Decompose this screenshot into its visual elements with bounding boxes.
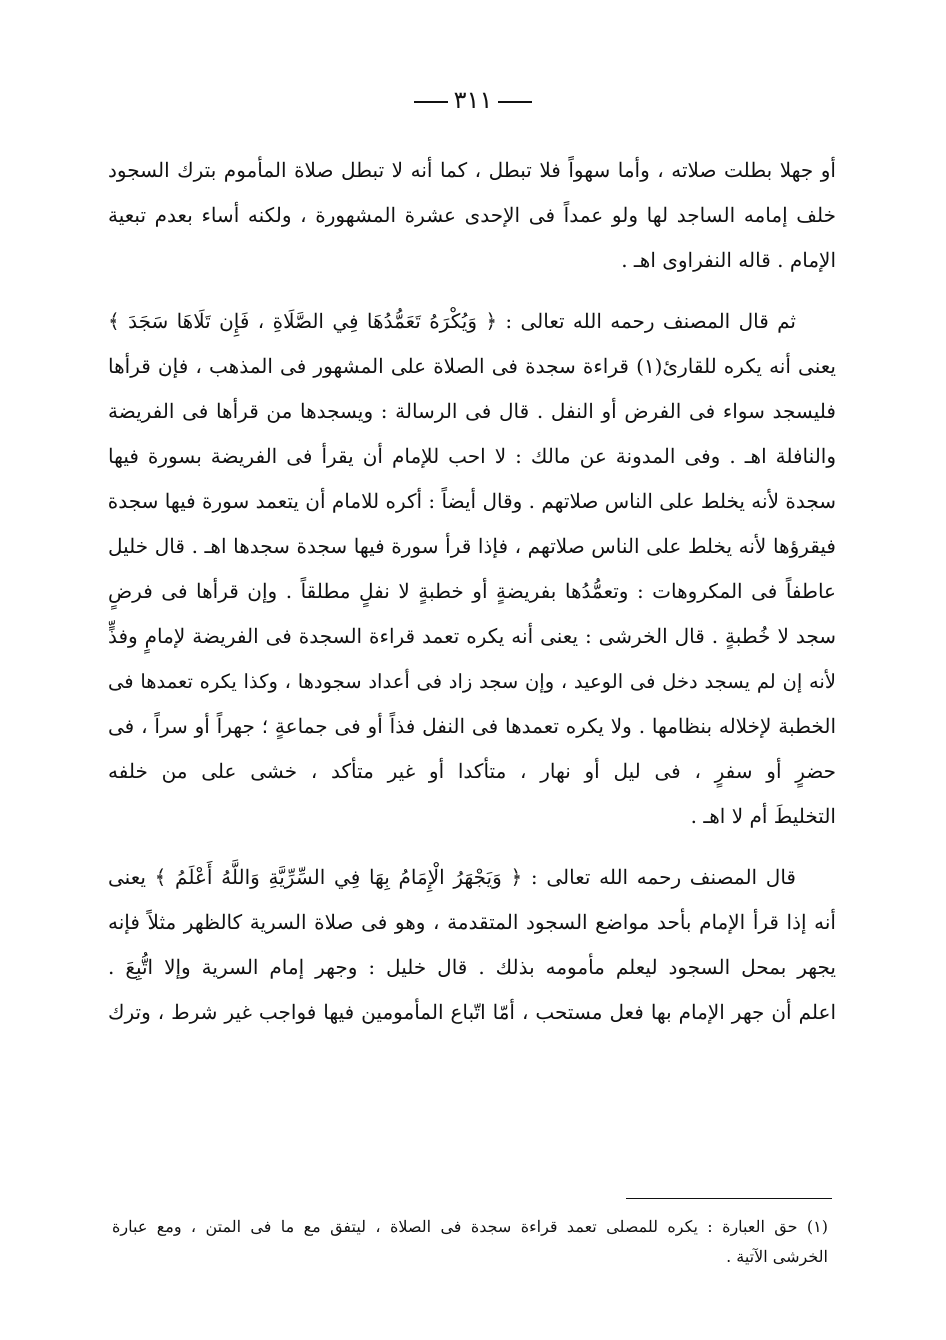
paragraph-gap [108,283,836,299]
page-number-dash-left [414,101,448,103]
text-line: سجد لا خُطبةٍ . قال الخرشى : يعنى أنه يكره تعمد قراءة السجدة فى الفريضة لإمامٍ وفذٍّ [108,624,836,648]
footnote-line: الخرشى الآتية . [726,1247,828,1266]
text-line: اعلم أن جهر الإمام بها فعل مستحب ، أمّا اتّباع المأمومين فيها فواجب غير شرط ، وترك [108,1000,836,1024]
page-number-dash-right [498,101,532,103]
text-line: فليسجد سواء فى الفرض أو النفل . قال فى الرسالة : ويسجدها من قرأها فى الفريضة [108,399,836,423]
text-line: عاطفاً فى المكروهات : وتعمُّدُها بفريضةٍ أو خطبةٍ لا نفلٍ مطلقاً . وإن قرأها فى فرضٍ [108,579,836,603]
footnotes [112,1212,828,1272]
text-line: فيقرؤها لأنه يخلط على الناس صلاتهم ، فإذا قرأ سورة فيها سجدة سجدها اهـ . قال خليل [108,534,836,558]
text-line: يعنى أنه يكره للقارئ(١) قراءة سجدة فى الصلاة على المشهور فى المذهب ، فإن قرأها [108,354,836,378]
main-text [108,148,836,1035]
paragraph-gap [108,839,836,855]
text-line: أنه إذا قرأ الإمام بأحد مواضع السجود المتقدمة ، وهو فى صلاة السرية كالظهر مثلاً فإنه [108,910,836,934]
text-line: سجدة لأنه يخلط على الناس صلاتهم . وقال أيضاً : أكره للامام أن يتعمد سورة فيها سجدة [108,489,836,513]
text-line: خلف إمامه الساجد لها ولو عمداً فى الإحدى عشرة المشهورة ، ولكنه أساء بعدم تبعية [108,203,836,227]
page-number-text: ٣١١ [453,86,493,114]
text-line: الإمام . قاله النفراوى اهـ . [621,248,836,272]
text-line: قال المصنف رحمه الله تعالى : ﴿ وَيَجْهَرُ الْإِمَامُ بِهَا فِي السِّرِّيَّةِ وَاللَّهُ أَعْلَمُ ﴾ يعنى [108,865,796,889]
text-line: والنافلة اهـ . وفى المدونة عن مالك : لا احب للإمام أن يقرأ فى الفريضة بسورة فيها [108,444,836,468]
text-line: أو جهلا بطلت صلاته ، وأما سهواً فلا تبطل ، كما أنه لا تبطل صلاة المأموم بترك السجود [108,158,836,182]
text-line: التخليطَ أم لا اهـ . [690,804,836,828]
text-line: ثم قال المصنف رحمه الله تعالى : ﴿ وَيُكْرَهُ تَعَمُّدُهَا فِي الصَّلَاةِ ، فَإِن تَلَاهَا سَجَدَ ﴾ [108,309,796,333]
footnote-line: (١) حق العبارة : يكره للمصلى تعمد قراءة سجدة فى الصلاة ، ليتفق مع ما فى المتن ، ومع عبارة [112,1217,828,1236]
text-line: حضرٍ أو سفرٍ ، فى ليل أو نهار ، متأكدا أو غير متأكد ، خشى على من خلفه [108,759,836,783]
page-number [0,86,946,114]
text-line: يجهر بمحل السجود ليعلم مأمومه بذلك . قال خليل : وجهر إمام السرية وإلا اتُّبِعَ . [108,955,836,979]
footnote-divider [626,1198,832,1199]
text-line: الخطبة لإخلاله بنظامها . ولا يكره تعمدها فى النفل فذاً أو فى جماعةٍ ؛ جهراً أو سراً ، فى [108,714,836,738]
text-line: لأنه إن لم يسجد دخل فى الوعيد ، وإن سجد زاد فى أعداد سجودها ، وكذا يكره تعمدها فى [108,670,836,693]
